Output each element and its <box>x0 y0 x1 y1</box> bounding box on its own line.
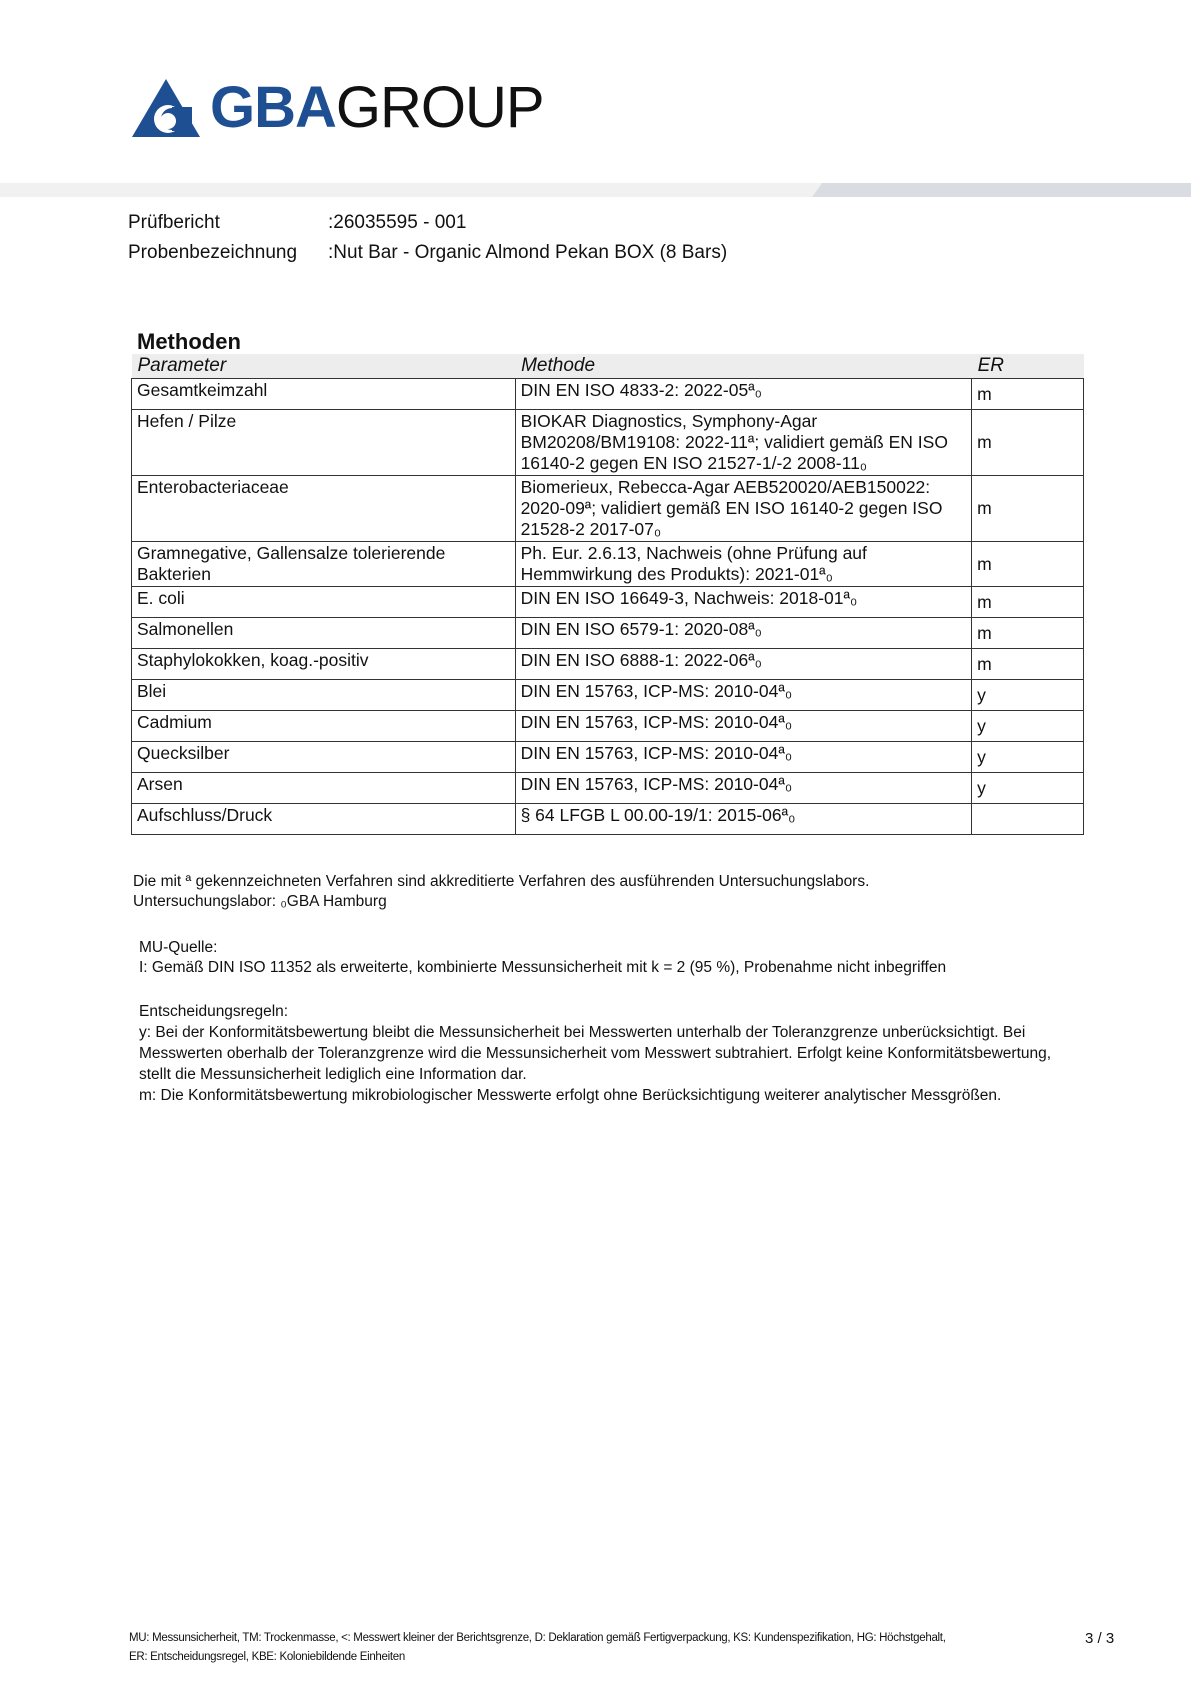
cell-method: DIN EN 15763, ICP-MS: 2010-04ª₀ <box>515 742 972 773</box>
meta-label: Probenbezeichnung <box>128 242 298 263</box>
cell-er: m <box>972 379 1084 410</box>
rule-y: y: Bei der Konformitätsbewertung bleibt die Messunsicherheit bei Messwerten unterhalb der Toleranzgrenze unberücksichtigt. Bei Messwerten oberhalb der Toleranzgrenze wird die Messunsicherheit vom Messwert subtrahiert. Erfolgt keine Konformitätsbewertung, stellt die Messunsicherheit lediglich eine Information dar. <box>139 1024 1052 1083</box>
cell-method: Ph. Eur. 2.6.13, Nachweis (ohne Prüfung auf Hemmwirkung des Produkts): 2021-01ª₀ <box>515 542 972 587</box>
logo-wordmark <box>210 75 544 140</box>
accreditation-notes <box>133 872 869 912</box>
rules-title: Entscheidungsregeln: <box>139 1003 289 1020</box>
header-method: Methode <box>515 354 972 379</box>
table-header-row <box>132 354 1084 379</box>
footer-abbreviations <box>129 1629 979 1667</box>
footer-line: MU: Messunsicherheit, TM: Trockenmasse, <: Messwert kleiner der Berichtsgrenze, D: Deklaration gemäß Fertigverpackung, KS: Kundenspezifikation, HG: Höchstgehalt, <box>129 1632 946 1644</box>
cell-parameter: Quecksilber <box>132 742 516 773</box>
mu-source <box>139 938 946 978</box>
gba-triangle-logo-icon <box>130 77 202 139</box>
cell-method: § 64 LFGB L 00.00-19/1: 2015-06ª₀ <box>515 804 972 835</box>
header-band <box>0 183 1191 197</box>
cell-parameter: Enterobacteriaceae <box>132 476 516 542</box>
meta-value: :Nut Bar - Organic Almond Pekan BOX (8 Bars) <box>328 242 728 263</box>
cell-er: m <box>972 410 1084 476</box>
table-row <box>132 649 1084 680</box>
table-row <box>132 542 1084 587</box>
cell-parameter: Gesamtkeimzahl <box>132 379 516 410</box>
logo-group: GROUP <box>335 75 544 140</box>
cell-parameter: E. coli <box>132 587 516 618</box>
meta-value: :26035595 - 001 <box>328 212 467 233</box>
cell-er: m <box>972 618 1084 649</box>
cell-parameter: Arsen <box>132 773 516 804</box>
cell-parameter: Blei <box>132 680 516 711</box>
table-row <box>132 618 1084 649</box>
cell-parameter: Salmonellen <box>132 618 516 649</box>
methods-title: Methoden <box>137 329 241 354</box>
cell-er: m <box>972 587 1084 618</box>
rule-m: m: Die Konformitätsbewertung mikrobiologischer Messwerte erfolgt ohne Berücksichtigung weiterer analytischer Messgrößen. <box>139 1087 1002 1104</box>
mu-title: MU-Quelle: <box>139 939 218 956</box>
cell-method: DIN EN ISO 4833-2: 2022-05ª₀ <box>515 379 972 410</box>
logo-gba: GBA <box>210 75 336 140</box>
decision-rules <box>139 1001 1079 1106</box>
cell-er: y <box>972 742 1084 773</box>
cell-er: m <box>972 649 1084 680</box>
cell-er <box>972 804 1084 835</box>
accredited-note: Die mit ª gekennzeichneten Verfahren sind akkreditierte Verfahren des ausführenden Untersuchungslabors. <box>133 873 870 890</box>
table-row <box>132 476 1084 542</box>
gba-group-logo <box>130 76 544 140</box>
page-number: 3 / 3 <box>1085 1630 1115 1647</box>
methods-table <box>131 354 1084 835</box>
meta-label: Prüfbericht <box>128 212 220 233</box>
cell-parameter: Hefen / Pilze <box>132 410 516 476</box>
cell-method: DIN EN ISO 6888-1: 2022-06ª₀ <box>515 649 972 680</box>
table-row <box>132 742 1084 773</box>
cell-er: y <box>972 680 1084 711</box>
cell-method: Biomerieux, Rebecca-Agar AEB520020/AEB150022: 2020-09ª; validiert gemäß EN ISO 16140-2 gegen ISO 21528-2 2017-07₀ <box>515 476 972 542</box>
lab-note: Untersuchungslabor: ₀GBA Hamburg <box>133 893 387 910</box>
cell-parameter: Gramnegative, Gallensalze tolerierende Bakterien <box>132 542 516 587</box>
table-row <box>132 410 1084 476</box>
cell-method: BIOKAR Diagnostics, Symphony-Agar BM20208/BM19108: 2022-11ª; validiert gemäß EN ISO 16140-2 gegen EN ISO 21527-1/-2 2008-11₀ <box>515 410 972 476</box>
cell-er: m <box>972 542 1084 587</box>
cell-er: y <box>972 711 1084 742</box>
table-row <box>132 773 1084 804</box>
table-row <box>132 804 1084 835</box>
footer-line: ER: Entscheidungsregel, KBE: Koloniebildende Einheiten <box>129 1651 405 1663</box>
cell-method: DIN EN ISO 6579-1: 2020-08ª₀ <box>515 618 972 649</box>
cell-er: y <box>972 773 1084 804</box>
mu-text: I: Gemäß DIN ISO 11352 als erweiterte, kombinierte Messunsicherheit mit k = 2 (95 %), Probenahme nicht inbegriffen <box>139 959 947 976</box>
table-row <box>132 379 1084 410</box>
cell-method: DIN EN 15763, ICP-MS: 2010-04ª₀ <box>515 680 972 711</box>
table-row <box>132 680 1084 711</box>
cell-method: DIN EN 15763, ICP-MS: 2010-04ª₀ <box>515 773 972 804</box>
cell-parameter: Staphylokokken, koag.-positiv <box>132 649 516 680</box>
header-parameter: Parameter <box>132 354 516 379</box>
header-er: ER <box>972 354 1084 379</box>
cell-parameter: Cadmium <box>132 711 516 742</box>
cell-er: m <box>972 476 1084 542</box>
table-row <box>132 587 1084 618</box>
cell-method: DIN EN 15763, ICP-MS: 2010-04ª₀ <box>515 711 972 742</box>
table-row <box>132 711 1084 742</box>
meta-row-report <box>128 208 727 238</box>
cell-parameter: Aufschluss/Druck <box>132 804 516 835</box>
meta-row-sample <box>128 238 727 268</box>
cell-method: DIN EN ISO 16649-3, Nachweis: 2018-01ª₀ <box>515 587 972 618</box>
report-meta <box>128 208 727 268</box>
